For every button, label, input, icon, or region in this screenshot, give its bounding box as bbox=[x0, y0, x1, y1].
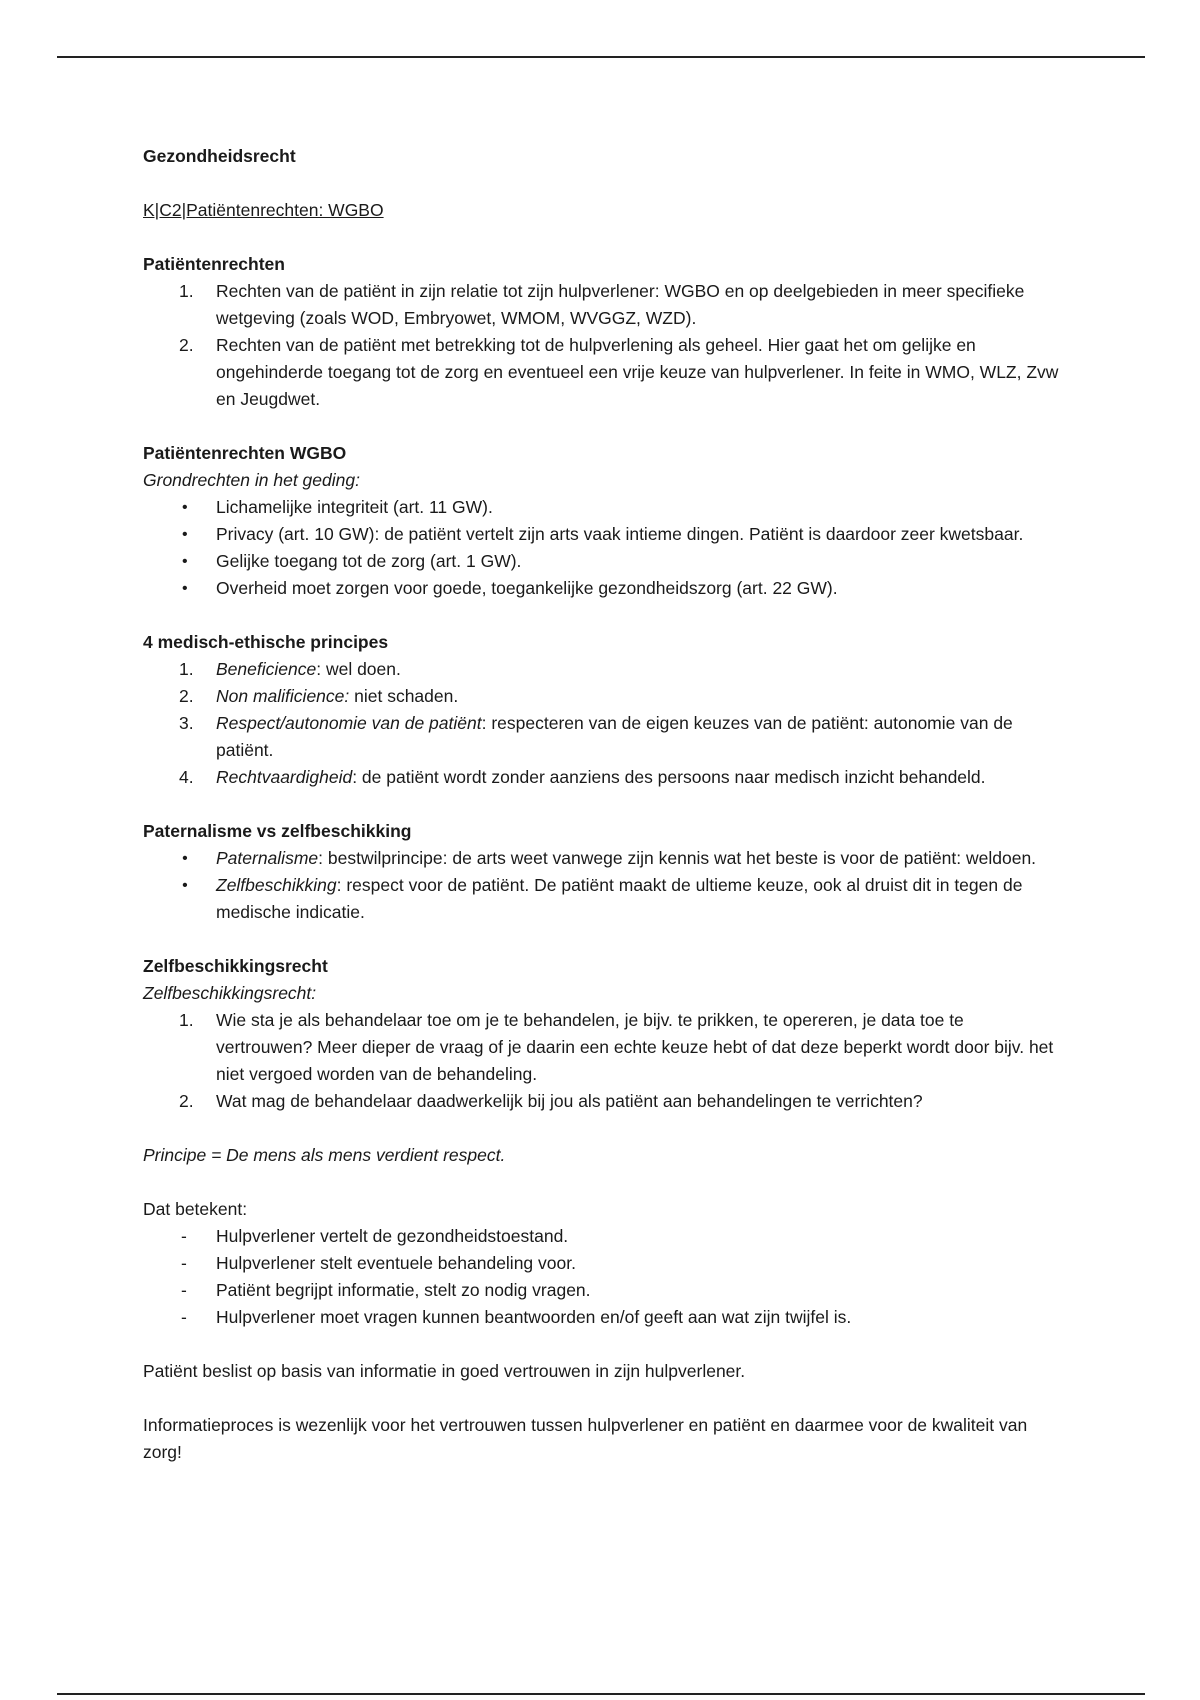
principes-list bbox=[143, 656, 1063, 791]
bullet-icon: • bbox=[182, 499, 188, 516]
list-item bbox=[143, 1007, 1063, 1088]
list-item-text: Overheid moet zorgen voor goede, toegankelijke gezondheidszorg (art. 22 GW). bbox=[216, 578, 838, 598]
list-item-text: Lichamelijke integriteit (art. 11 GW). bbox=[216, 497, 493, 517]
list-number: 1. bbox=[179, 281, 194, 301]
list-item bbox=[143, 521, 1063, 548]
bullet-icon: • bbox=[182, 850, 188, 867]
list-item bbox=[143, 1223, 1063, 1250]
chapter-label: K|C2|Patiëntenrechten: WGBO bbox=[143, 200, 384, 220]
principle-description: : de patiënt wordt zonder aanziens des persoons naar medisch inzicht behandeld. bbox=[352, 767, 986, 787]
list-item bbox=[143, 845, 1063, 872]
list-item bbox=[143, 872, 1063, 926]
footer-rule bbox=[57, 1693, 1145, 1695]
section-heading-principes: 4 medisch-ethische principes bbox=[143, 632, 389, 652]
betekent-list bbox=[143, 1223, 1063, 1331]
list-item bbox=[143, 656, 1063, 683]
concept-term: Zelfbeschikking bbox=[216, 875, 337, 895]
bullet-icon: • bbox=[182, 877, 188, 894]
list-item-text: Hulpverlener moet vragen kunnen beantwoorden en/of geeft aan wat zijn twijfel is. bbox=[216, 1307, 852, 1327]
list-item bbox=[143, 764, 1063, 791]
list-item-text: Patiënt begrijpt informatie, stelt zo nodig vragen. bbox=[216, 1280, 591, 1300]
betekent-intro: Dat betekent: bbox=[143, 1199, 248, 1219]
closing-paragraph-1: Patiënt beslist op basis van informatie in goed vertrouwen in zijn hulpverlener. bbox=[143, 1361, 746, 1381]
zelfbeschikkingsrecht-list bbox=[143, 1007, 1063, 1115]
list-number: 2. bbox=[179, 1091, 194, 1111]
section-heading-paternalisme: Paternalisme vs zelfbeschikking bbox=[143, 821, 412, 841]
closing-paragraph-2: Informatieproces is wezenlijk voor het vertrouwen tussen hulpverlener en patiënt en daarmee voor de kwaliteit van zorg! bbox=[143, 1415, 1028, 1462]
document-body bbox=[143, 143, 1063, 1466]
list-item-text: Hulpverlener vertelt de gezondheidstoestand. bbox=[216, 1226, 569, 1246]
grondrechten-list bbox=[143, 494, 1063, 602]
list-item-text: Rechten van de patiënt met betrekking tot de hulpverlening als geheel. Hier gaat het om gelijke en ongehinderde toegang tot de zorg en eventueel een vrije keuze van hulpverlener. In feite in WMO, WLZ, Zvw en Jeugdwet. bbox=[216, 335, 1059, 409]
bullet-icon: • bbox=[182, 553, 188, 570]
list-item bbox=[143, 1304, 1063, 1331]
list-number: 3. bbox=[179, 713, 194, 733]
list-item bbox=[143, 332, 1063, 413]
principle-description: niet schaden. bbox=[349, 686, 459, 706]
list-number: 4. bbox=[179, 767, 194, 787]
principle-description: : respecteren van de eigen keuzes van de patiënt: autonomie van de patiënt. bbox=[216, 713, 1013, 760]
dash-icon: - bbox=[181, 1307, 187, 1327]
concept-term: Paternalisme bbox=[216, 848, 319, 868]
list-number: 1. bbox=[179, 659, 194, 679]
list-item bbox=[143, 548, 1063, 575]
dash-icon: - bbox=[181, 1280, 187, 1300]
list-item bbox=[143, 1250, 1063, 1277]
list-item-text: Wie sta je als behandelaar toe om je te behandelen, je bijv. te prikken, te opereren, je data toe te vertrouwen? Meer dieper de vraag of je daarin een echte keuze hebt of dat deze beperkt wordt door bijv. het niet vergoed worden van de behandeling. bbox=[216, 1010, 1054, 1084]
list-item-text: Wat mag de behandelaar daadwerkelijk bij jou als patiënt aan behandelingen te verrichten? bbox=[216, 1091, 923, 1111]
header-rule bbox=[57, 56, 1145, 58]
list-number: 2. bbox=[179, 335, 194, 355]
paternalisme-list bbox=[143, 845, 1063, 926]
list-number: 1. bbox=[179, 1010, 194, 1030]
concept-description: : bestwilprincipe: de arts weet vanwege zijn kennis wat het beste is voor de patiënt: weldoen. bbox=[318, 848, 1037, 868]
section-heading-patientenrechten: Patiëntenrechten bbox=[143, 254, 285, 274]
list-item bbox=[143, 575, 1063, 602]
list-item-text: Privacy (art. 10 GW): de patiënt vertelt zijn arts vaak intieme dingen. Patiënt is daardoor zeer kwetsbaar. bbox=[216, 524, 1024, 544]
section-subheading-zelfbeschikkingsrecht: Zelfbeschikkingsrecht: bbox=[143, 983, 317, 1003]
concept-description: : respect voor de patiënt. De patiënt maakt de ultieme keuze, ook al druist dit in tegen de medische indicatie. bbox=[216, 875, 1023, 922]
dash-icon: - bbox=[181, 1226, 187, 1246]
list-item bbox=[143, 494, 1063, 521]
principle-term: Beneficience bbox=[216, 659, 317, 679]
list-item bbox=[143, 710, 1063, 764]
section-heading-wgbo: Patiëntenrechten WGBO bbox=[143, 443, 347, 463]
section-heading-zelfbeschikkingsrecht: Zelfbeschikkingsrecht bbox=[143, 956, 328, 976]
principle-description: : wel doen. bbox=[316, 659, 401, 679]
list-item bbox=[143, 1088, 1063, 1115]
list-item-text: Rechten van de patiënt in zijn relatie tot zijn hulpverlener: WGBO en op deelgebieden in meer specifieke wetgeving (zoals WOD, Embryowet, WMOM, WVGGZ, WZD). bbox=[216, 281, 1025, 328]
bullet-icon: • bbox=[182, 580, 188, 597]
principle-term: Rechtvaardigheid bbox=[216, 767, 353, 787]
list-number: 2. bbox=[179, 686, 194, 706]
dash-icon: - bbox=[181, 1253, 187, 1273]
bullet-icon: • bbox=[182, 526, 188, 543]
document-title: Gezondheidsrecht bbox=[143, 146, 296, 166]
list-item bbox=[143, 1277, 1063, 1304]
list-item bbox=[143, 278, 1063, 332]
principle-statement: Principe = De mens als mens verdient respect. bbox=[143, 1145, 506, 1165]
list-item-text: Gelijke toegang tot de zorg (art. 1 GW). bbox=[216, 551, 522, 571]
list-item-text: Hulpverlener stelt eventuele behandeling voor. bbox=[216, 1253, 576, 1273]
principle-term: Respect/autonomie van de patiënt bbox=[216, 713, 482, 733]
patientenrechten-list bbox=[143, 278, 1063, 413]
principle-term: Non malificience: bbox=[216, 686, 350, 706]
list-item bbox=[143, 683, 1063, 710]
section-subheading-grondrechten: Grondrechten in het geding: bbox=[143, 470, 360, 490]
